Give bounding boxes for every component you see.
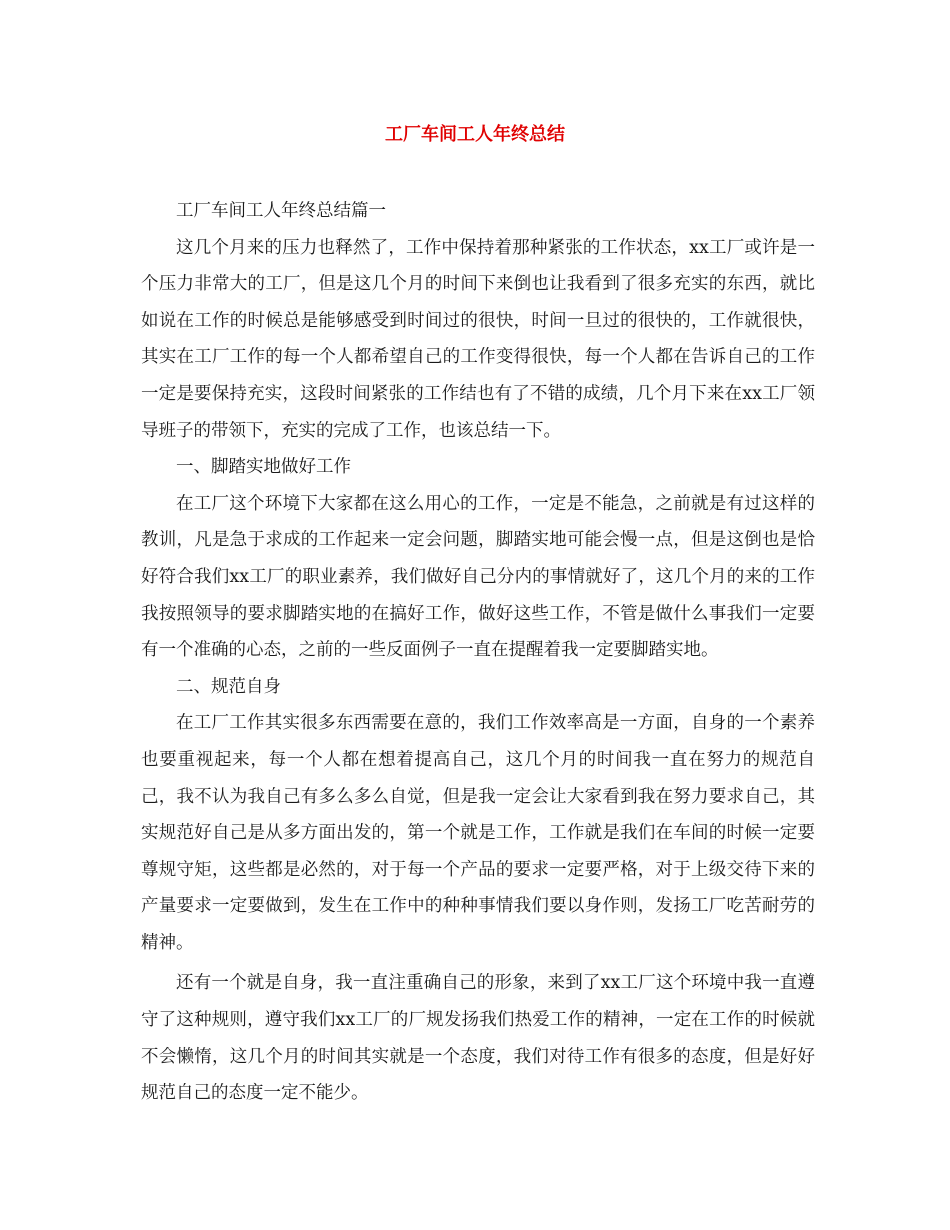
section-heading-article-one: 工厂车间工人年终总结篇一 xyxy=(176,201,386,221)
body-paragraph: 还有一个就是自身，我一直注重确自己的形象，来到了xx工厂这个环境中我一直遵守了这种规则，遵守我们xx工厂的厂规发扬我们热爱工作的精神，一定在工作的时候就不会懒惰，这几个月的时间其实就是一个态度，我们对待工作有很多的态度，但是好好规范自己的态度一定不能少。 xyxy=(141,973,815,1104)
body-paragraph: 在工厂这个环境下大家都在这么用心的工作，一定是不能急，之前就是有过这样的教训，凡是急于求成的工作起来一定会问题，脚踏实地可能会慢一点，但是这倒也是恰好符合我们xx工厂的职业素养，我们做好自己分内的事情就好了，这几个月的来的工作我按照领导的要求脚踏实地的在搞好工作，做好这些工作，不管是做什么事我们一定要有一个准确的心态，之前的一些反面例子一直在提醒着我一定要脚踏实地。 xyxy=(141,493,815,661)
document-body xyxy=(141,193,815,1112)
body-paragraph: 这几个月来的压力也释然了，工作中保持着那种紧张的工作状态，xx工厂或许是一个压力非常大的工厂，但是这几个月的时间下来倒也让我看到了很多充实的东西，就比如说在工作的时候总是能够感受到时间过的很快，时间一旦过的很快的，工作就很快，其实在工厂工作的每一个人都希望自己的工作变得很快，每一个人都在告诉自己的工作一定是要保持充实，这段时间紧张的工作结也有了不错的成绩，几个月下来在xx工厂领导班子的带领下，充实的完成了工作，也该总结一下。 xyxy=(141,237,815,441)
document-title: 工厂车间工人年终总结 xyxy=(385,124,565,145)
body-paragraph: 在工厂工作其实很多东西需要在意的，我们工作效率高是一方面，自身的一个素养也要重视起来，每一个人都在想着提高自己，这几个月的时间我一直在努力的规范自己，我不认为我自己有多么多么自觉，但是我一定会让大家看到我在努力要求自己，其实规范好自己是从多方面出发的，第一个就是工作，工作就是我们在车间的时候一定要尊规守矩，这些都是必然的，对于每一个产品的要求一定要严格，对于上级交待下来的产量要求一定要做到，发生在工作中的种种事情我们要以身作则，发扬工厂吃苦耐劳的精神。 xyxy=(141,713,815,953)
section-heading-self-discipline: 二、规范自身 xyxy=(176,676,281,697)
section-heading-work: 一、脚踏实地做好工作 xyxy=(176,457,351,478)
